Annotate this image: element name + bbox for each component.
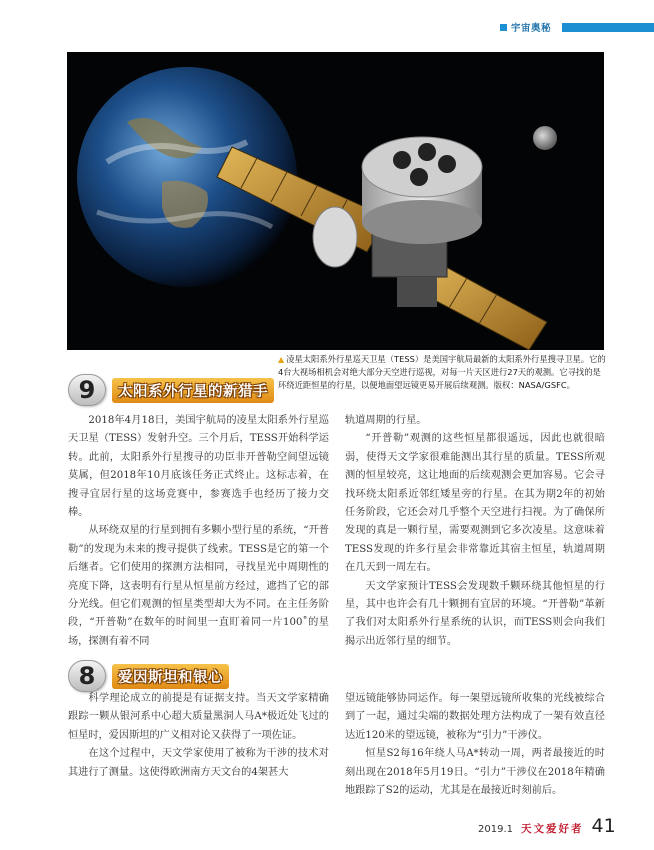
paragraph: 科学理论成立的前提是有证据支持。当天文学家精确跟踪一颗从银河系中心超大质量黑洞人马A*极近处飞过的恒星时，爱因斯坦的广义相对论又获得了一项佐证。 (68, 693, 329, 741)
section-9-right-column (345, 412, 605, 651)
paragraph: 2018年4月18日，美国宇航局的凌星太阳系外行星巡天卫星（TESS）发射升空。三个月后，TESS开始科学运转。此前，太阳系外行星搜寻的功臣非开普勒空间望远镜莫属，但2018年10月底该任务正式终止。这标志着，在搜寻宜居行星的这场竞赛中，参赛选手也经历了接力交棒。 (68, 415, 329, 519)
satellite-over-earth-image (67, 52, 604, 350)
paragraph: 在这个过程中，天文学家使用了被称为干涉的技术对其进行了测量。这使得欧洲南方天文台的4架甚大 (68, 748, 329, 778)
section-title: 爱因斯坦和银心 (112, 664, 229, 689)
section-label: 宇宙奥秘 (511, 23, 552, 34)
page-footer (478, 815, 616, 837)
section-title: 太阳系外行星的新猎手 (112, 378, 274, 403)
section-color-bar (562, 23, 654, 32)
paragraph: 望远镜能够协同运作。每一架望远镜所收集的光线被综合到了一起，通过尖端的数据处理方法构成了一架有效直径达近120米的望远镜，被称为“引力”干涉仪。 (345, 693, 605, 741)
tess-illustration (67, 52, 604, 350)
section-tag (500, 20, 551, 34)
section-number-badge: 9 (68, 374, 106, 406)
paragraph: 恒星S2每16年绕人马A*转动一周，两者最接近的时刻出现在2018年5月19日。“引力”干涉仪在2018年精确地跟踪了S2的运动，尤其是在最接近时刻前后。 (345, 748, 605, 797)
paragraph: “开普勒”观测的这些恒星都很遥远，因此也就很暗弱，使得天文学家很难能测出其行星的质量。TESS所观测的恒星较亮，这让地面的后续观测会更加容易。它会寻找环绕太阳系近邻红矮星旁的行星。在其为期2年的初始任务阶段，它还会对几乎整个天空进行扫视。为了确保所发现的真是一颗行星，需要观测到它多次凌星。这意味着TESS发现的许多行星会非常靠近其宿主恒星，轨道周期在几天到一周左右。 (345, 433, 605, 574)
section-9-heading (68, 374, 274, 406)
section-9-left-column (68, 412, 329, 651)
photo-caption (278, 353, 608, 391)
section-8-heading (68, 660, 229, 692)
square-bullet-icon (500, 24, 507, 31)
paragraph: 从环绕双星的行星到拥有多颗小型行星的系统，“开普勒”的发现为未来的搜寻提供了线索。TESS是它的第一个后继者。它们使用的探测方法相同，寻找星光中周期性的亮度下降，这表明有行星从恒星前方经过，遮挡了它的部分光线。但它们观测的恒星类型却大为不同。在主任务阶段，“开普勒”在数年的时间里一直盯着同一片100˚的星场，探测有着不同 (68, 525, 329, 647)
section-8-left-column (68, 690, 329, 782)
paragraph: 轨道周期的行星。 (345, 415, 427, 426)
caption-text: 凌星太阳系外行星巡天卫星（TESS）是美国宇航局最新的太阳系外行星搜寻卫星。它的4台大视场相机会对绝大部分天空进行巡视，对每一片天区进行27天的观测。它寻找的是环绕近距恒星的行星，以便地面望远镜更易开展后续观测。版权：NASA/GSFC。 (278, 354, 606, 390)
section-number-badge: 8 (68, 660, 106, 692)
page-number: 41 (591, 815, 616, 837)
paragraph: 天文学家预计TESS会发现数千颗环绕其他恒星的行星，其中也许会有几十颗拥有宜居的环境。“开普勒”革新了我们对太阳系外行星系统的认识，而TESS则会向我们揭示出近邻行星的细节。 (345, 580, 605, 647)
section-8-right-column (345, 690, 605, 800)
triangle-marker-icon: ▲ (278, 355, 285, 364)
magazine-name: 天文爱好者 (521, 823, 584, 835)
issue-date: 2019.1 (478, 824, 513, 835)
